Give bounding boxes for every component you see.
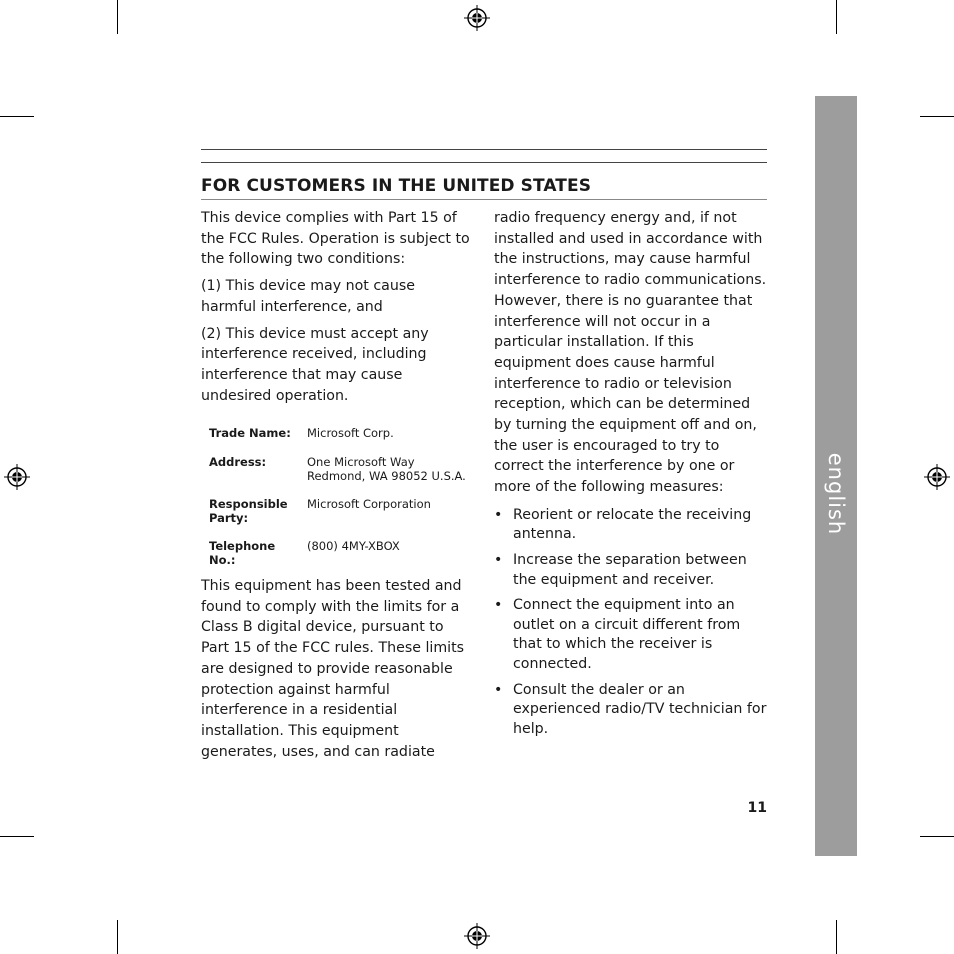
- list-item: [494, 596, 772, 674]
- address-line-2: Redmond, WA 98052 U.S.A.: [307, 469, 466, 483]
- registration-mark-top-icon: [464, 5, 490, 31]
- address-label: Address:: [209, 455, 267, 469]
- continuation-paragraph: radio frequency energy and, if not installed and used in accordance with the instructions, may cause harmful interference to radio communications. However, there is no guarantee that interference will not occur in a particular installation. If this equipment does cause harmful interference to radio or television reception, which can be determined by turning the equipment off and on, the user is encouraged to try to correct the interference by one or more of the following measures:: [494, 210, 767, 496]
- measure-text: Increase the separation between the equipment and receiver.: [513, 552, 747, 588]
- left-column: [201, 208, 473, 412]
- crop-mark-bottom-right-h: [920, 836, 954, 837]
- bullet-icon: •: [494, 506, 503, 523]
- top-rule: [201, 149, 767, 150]
- address-line-1: One Microsoft Way: [307, 455, 415, 469]
- page-number: 11: [747, 800, 767, 816]
- responsible-party-label: [209, 497, 301, 525]
- language-label-text: english: [824, 452, 849, 536]
- equipment-paragraph-block: [201, 576, 473, 768]
- bullet-icon: •: [494, 552, 503, 569]
- language-tab-label: [818, 452, 854, 536]
- crop-mark-bottom-left-v: [117, 920, 118, 954]
- bullet-icon: •: [494, 681, 503, 698]
- trade-name-value: Microsoft Corp.: [307, 426, 394, 440]
- telephone-label-line-1: Telephone: [209, 539, 276, 553]
- equipment-paragraph: This equipment has been tested and found to comply with the limits for a Class B digital device, pursuant to Part 15 of the FCC rules. These limits are designed to provide reasonable protection against harmful interference in a residential installation. This equipment generates, uses, and can radiate: [201, 578, 465, 760]
- registration-mark-left-icon: [4, 464, 30, 490]
- registration-mark-right-icon: [924, 464, 950, 490]
- crop-mark-bottom-right-v: [836, 920, 837, 954]
- bullet-icon: •: [494, 597, 503, 614]
- condition-2: (2) This device must accept any interference received, including interference that may cause undesired operation.: [201, 325, 429, 404]
- second-rule: [201, 162, 767, 163]
- list-item: [494, 506, 772, 545]
- section-heading: FOR CUSTOMERS IN THE UNITED STATES: [201, 176, 592, 196]
- responsible-party-label-line-1: Responsible: [209, 497, 288, 511]
- measures-list: [494, 506, 772, 740]
- crop-mark-top-right-v: [836, 0, 837, 34]
- condition-1: (1) This device may not cause harmful interference, and: [201, 278, 415, 315]
- telephone-value: (800) 4MY-XBOX: [307, 539, 400, 553]
- registration-mark-bottom-icon: [464, 923, 490, 949]
- crop-mark-top-left-h: [0, 116, 34, 117]
- responsible-party-value: Microsoft Corporation: [307, 497, 431, 511]
- measure-text: Consult the dealer or an experienced radio/TV technician for help.: [513, 681, 767, 737]
- right-column: [494, 208, 772, 745]
- telephone-label-line-2: No.:: [209, 553, 236, 567]
- crop-mark-top-right-h: [920, 116, 954, 117]
- crop-mark-bottom-left-h: [0, 836, 34, 837]
- trade-name-label: Trade Name:: [209, 426, 291, 440]
- list-item: [494, 551, 772, 590]
- address-value: [307, 455, 477, 483]
- responsible-party-label-line-2: Party:: [209, 511, 249, 525]
- heading-underline: [201, 199, 767, 200]
- crop-mark-top-left-v: [117, 0, 118, 34]
- measure-text: Connect the equipment into an outlet on a circuit different from that to which the receiver is connected.: [513, 597, 741, 672]
- list-item: [494, 681, 772, 740]
- compliance-intro: This device complies with Part 15 of the FCC Rules. Operation is subject to the following two conditions:: [201, 210, 470, 268]
- measure-text: Reorient or relocate the receiving antenna.: [513, 506, 752, 543]
- telephone-label: [209, 539, 301, 567]
